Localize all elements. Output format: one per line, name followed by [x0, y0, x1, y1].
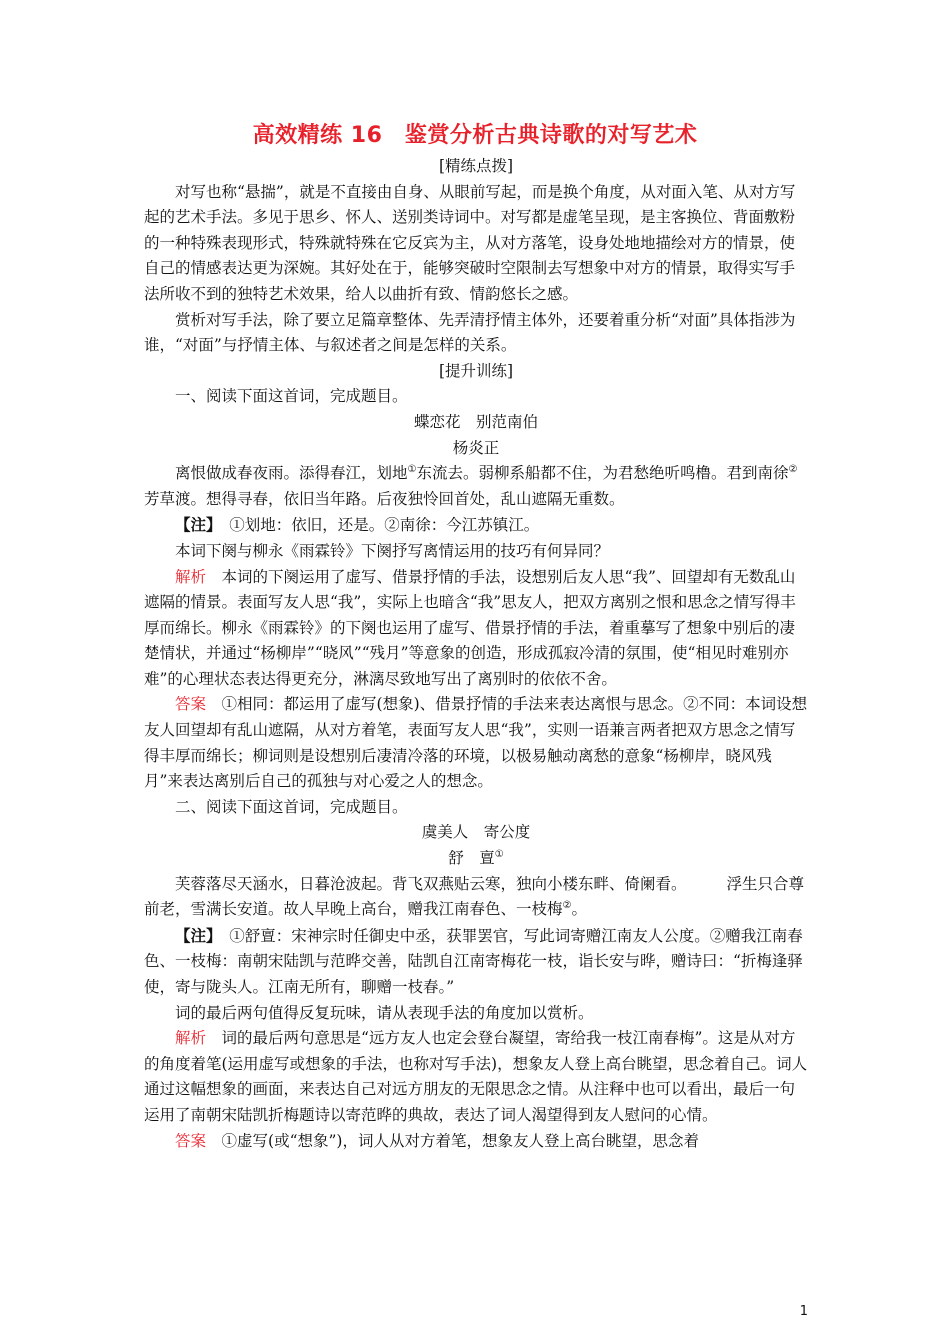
question-1-text: 本词下阕与柳永《雨霖铃》下阕抒写离情运用的技巧有何异同？: [175, 541, 610, 560]
intro-paragraph-2: 赏析对写手法，除了要立足篇章整体、先弄清抒情主体外，还要着重分析“对面”具体指涉为谁，“对面”与抒情主体、与叙述者之间是怎样的关系。: [144, 310, 796, 355]
analysis-text: 本词的下阕运用了虚写、借景抒情的手法，设想别后友人思“我”、回望却有无数乱山遮隔的情景。表面写友人思“我”，实际上也暗含“我”思友人，把双方离别之恨和思念之情写得丰厚而绵长。柳永《雨霖铃》的下阕也运用了虚写、借景抒情的手法，着重摹写了想象中别后的凄楚情状，并通过“杨柳岸”“晓风”“残月”等意象的创造，形成孤寂冷清的氛围，使“相见时难别亦难”的心理状态表达得更充分，淋漓尽致地写出了离别时的依依不舍。: [144, 567, 796, 688]
poem-1-text: [144, 461, 808, 512]
analysis-text: 词的最后两句意思是“远方友人也定会登台凝望，寄给我一枝江南春梅”。这是从对方的角度着笔(运用虚写或想象的手法，也称对写手法)，想象友人登上高台眺望，思念着自己。词人通过这幅想象的画面，来表达自己对远方朋友的无限思念之情。从注释中也可以看出，最后一句运用了南朝宋陆凯折梅题诗以寄范晔的典故，表达了词人渴望得到友人慰问的心情。: [144, 1029, 808, 1124]
section-header-training: [提升训练]: [438, 361, 514, 380]
note-text: ①舒亶：宋神宗时任御史中丞，获罪罢官，写此词寄赠江南友人公度。②赠我江南春色、一枝梅：南朝宋陆凯与范晔交善，陆凯自江南寄梅花一枝，诣长安与晔，赠诗曰：“折梅逢驿使，寄与陇头人。江南无所有，聊赠一枝春。”: [144, 926, 803, 996]
poem-2-text: [144, 872, 808, 923]
question-2-prompt: 二、阅读下面这首词，完成题目。: [175, 797, 408, 816]
poem-2-stanza-2: 浮生只合尊前老，雪满长安道。故人早晚上高台，赠我江南春色、一枝梅: [144, 874, 805, 919]
poem-1-text-part: 离恨做成春夜雨。添得春江，划地: [175, 464, 408, 483]
section-header-guidance: [精练点拨]: [438, 157, 514, 175]
document-body: [144, 154, 808, 1154]
footnote-marker: ②: [788, 463, 798, 475]
author-name: 舒 亶: [448, 849, 495, 868]
page-number: 1: [799, 1304, 808, 1319]
poem-1-title: 蝶恋花 别范南伯: [413, 412, 538, 431]
poem-2-author: [144, 846, 808, 872]
answer-label: 答案: [175, 695, 207, 714]
note-label: 【注】: [175, 925, 214, 945]
note-text: ①划地：依旧，还是。②南徐：今江苏镇江。: [213, 516, 540, 535]
question-2-text: 词的最后两句值得反复玩味，请从表现手法的角度加以赏析。: [175, 1003, 594, 1022]
page-title: 高效精练 16 鉴赏分析古典诗歌的对写艺术: [252, 123, 698, 148]
poem-1-text-part: 芳草渡。想得寻春，依旧当年路。后夜独怜回首处，乱山遮隔无重数。: [144, 489, 625, 508]
question-1-prompt: 一、阅读下面这首词，完成题目。: [175, 387, 408, 406]
answer-text: ①相同：都运用了虚写(想象)、借景抒情的手法来表达离恨与思念。②不同：本词设想友人回望却有乱山遮隔，从对方着笔，表面写友人思“我”，实则一语兼言两者把双方思念之情写得丰厚而绵长；柳词则是设想别后凄清冷落的环境，以极易触动离愁的意象“杨柳岸，晓风残月”来表达离别后自己的孤独与对心爱之人的想念。: [144, 695, 808, 791]
footnote-marker: ①: [494, 848, 504, 860]
question-2-analysis: [144, 1026, 808, 1128]
question-1-answer: [144, 692, 808, 794]
poem-2-stanza-1: 芙蓉落尽天涵水，日暮沧波起。背飞双燕贴云寒，独向小楼东畔、倚阑看。: [175, 874, 687, 893]
poem-2-note: [144, 923, 808, 1001]
note-label: 【注】: [175, 515, 214, 535]
poem-2-text-end: 。: [571, 900, 587, 919]
poem-1-text-part: 东流去。弱柳系船都不住，为君愁绝听鸣橹。君到南徐: [416, 464, 789, 483]
question-1-analysis: [144, 565, 808, 693]
poem-1-author: 杨炎正: [452, 438, 500, 457]
intro-paragraph-1: 对写也称“悬揣”，就是不直接由自身、从眼前写起，而是换个角度，从对面入笔、从对方写起的艺术手法。多见于思乡、怀人、送别类诗词中。对写都是虚笔呈现，是主客换位、背面敷粉的一种特殊表现形式，特殊就特殊在它反宾为主，从对方落笔，设身处地地描绘对方的情景，使自己的情感表达更为深婉。其好处在于，能够突破时空限制去写想象中对方的情景，取得实写手法所收不到的独特艺术效果，给人以曲折有致、情韵悠长之感。: [144, 182, 796, 303]
footnote-marker: ②: [562, 900, 572, 912]
question-2-answer: [144, 1129, 808, 1155]
answer-text: ①虚写(或“想象”)，词人从对方着笔，想象友人登上高台眺望，思念着: [206, 1131, 699, 1150]
footnote-marker: ①: [407, 463, 417, 475]
analysis-label: 解析: [175, 567, 207, 586]
answer-label: 答案: [175, 1131, 207, 1150]
analysis-label: 解析: [175, 1029, 207, 1048]
poem-2-title: 虞美人 寄公度: [421, 823, 531, 842]
poem-1-note: [144, 512, 808, 539]
